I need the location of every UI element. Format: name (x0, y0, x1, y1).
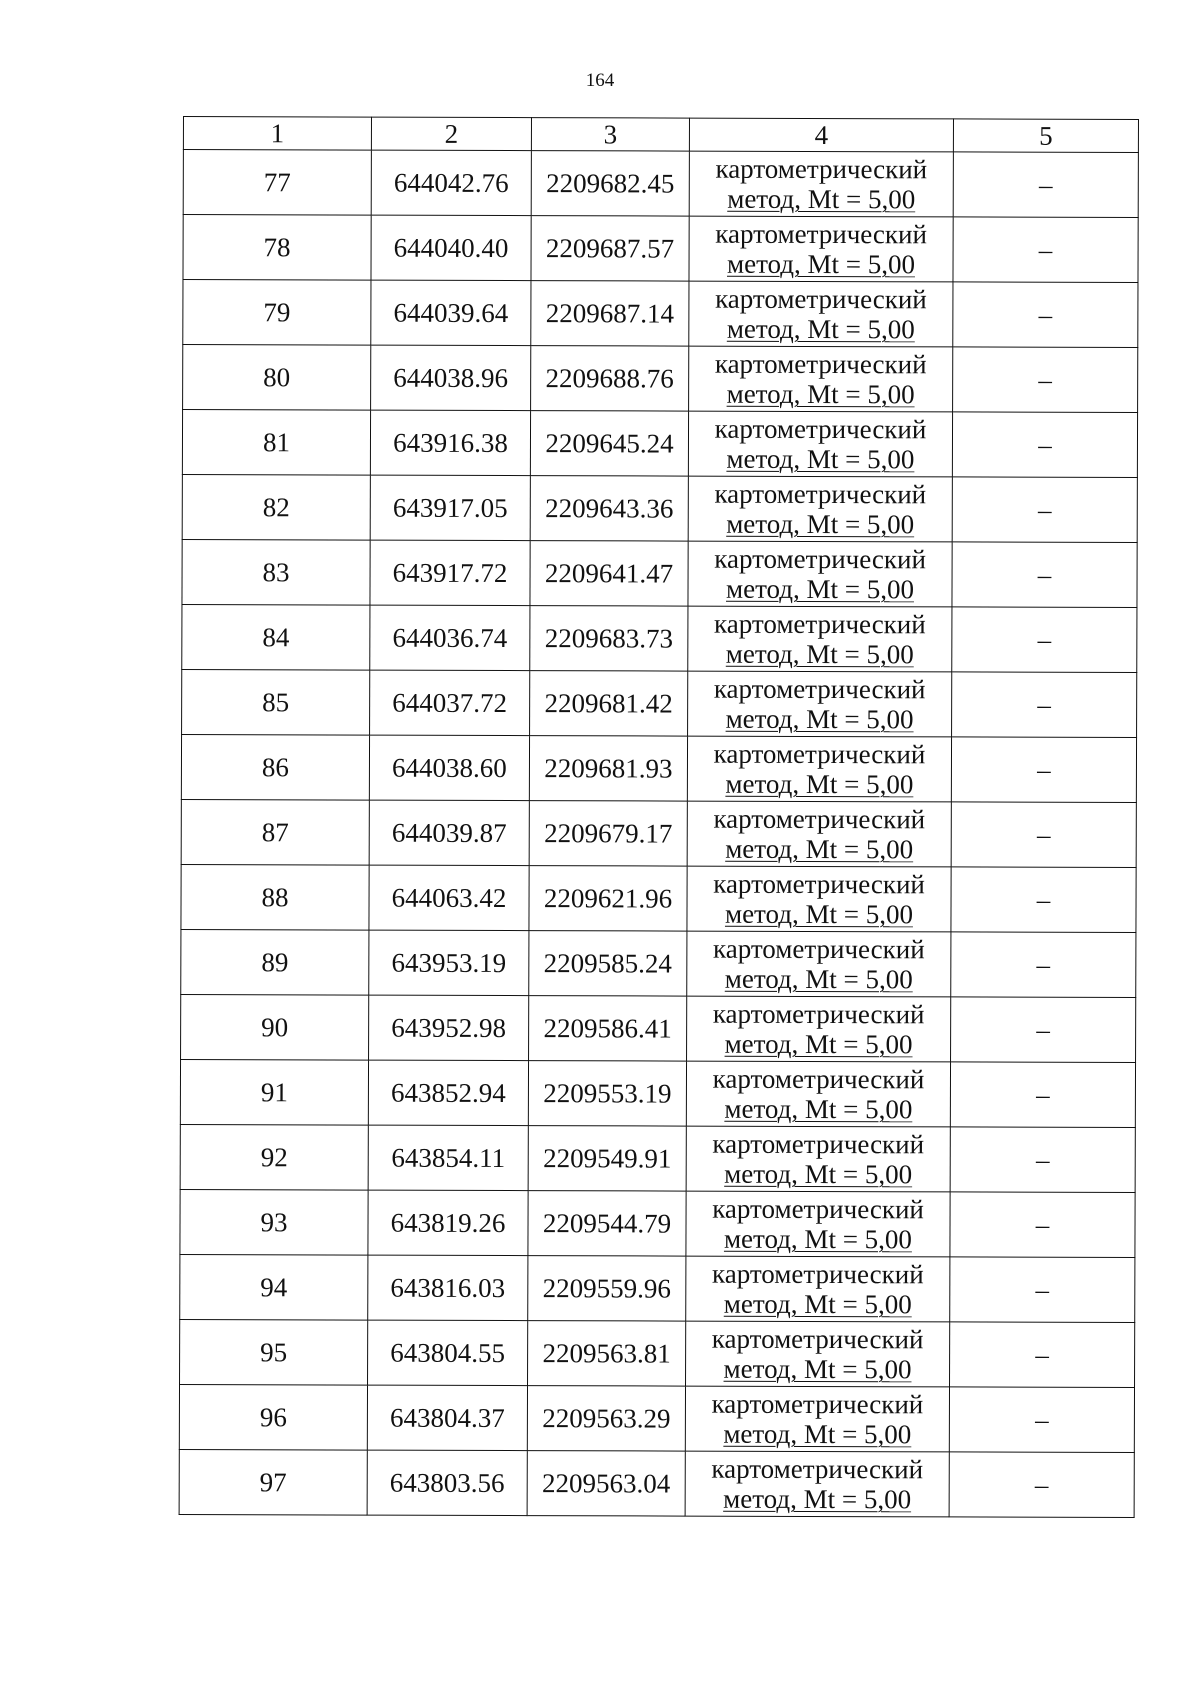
x-coordinate-cell: 644037.72 (370, 670, 530, 736)
method-cell (688, 671, 952, 737)
method-line-1: картометрический (711, 1453, 924, 1485)
method-line-1: картометрический (715, 153, 928, 185)
y-coordinate-cell: 2209559.96 (528, 1256, 686, 1321)
note-cell: – (953, 217, 1138, 283)
table-row (182, 474, 1137, 542)
method-cell (686, 1126, 950, 1192)
table-row (180, 1124, 1135, 1192)
method-cell (687, 801, 951, 867)
y-coordinate-cell: 2209563.29 (527, 1386, 685, 1451)
column-header-2: 2 (371, 117, 531, 151)
table-header (183, 117, 1138, 153)
method-cell (689, 281, 953, 347)
page-number: 164 (585, 70, 615, 91)
method-line-1: картометрический (712, 1193, 924, 1225)
method-line-1: картометрический (714, 543, 926, 575)
method-cell (689, 151, 953, 217)
method-line-1: картометрический (711, 1323, 924, 1355)
table-row (182, 669, 1137, 737)
method-line-2: метод, Mt = 5,00 (723, 1353, 912, 1385)
point-number-cell: 86 (181, 734, 369, 800)
method-line-2: метод, Mt = 5,00 (725, 703, 914, 735)
y-coordinate-cell: 2209687.14 (531, 281, 689, 346)
y-coordinate-cell: 2209683.73 (530, 606, 688, 671)
method-line-2: метод, Mt = 5,00 (725, 833, 914, 865)
method-line-1: картометрический (712, 998, 925, 1030)
method-cell (689, 346, 953, 412)
y-coordinate-cell: 2209682.45 (531, 151, 689, 216)
point-number-cell: 91 (180, 1059, 368, 1125)
method-line-1: картометрический (713, 738, 926, 770)
method-line-2: метод, Mt = 5,00 (727, 248, 916, 280)
y-coordinate-cell: 2209688.76 (531, 346, 689, 411)
method-cell (688, 541, 952, 607)
x-coordinate-cell: 643804.37 (367, 1385, 527, 1451)
note-cell: – (952, 607, 1137, 673)
method-line-2: метод, Mt = 5,00 (726, 508, 915, 540)
method-line-1: картометрический (714, 413, 927, 445)
method-cell (688, 411, 952, 477)
x-coordinate-cell: 643953.19 (369, 930, 529, 996)
method-cell (687, 866, 951, 932)
x-coordinate-cell: 643816.03 (368, 1255, 528, 1321)
note-cell: – (952, 542, 1137, 608)
x-coordinate-cell: 643852.94 (368, 1060, 528, 1126)
table-row (183, 150, 1138, 218)
note-cell: – (949, 1452, 1134, 1518)
x-coordinate-cell: 644038.96 (371, 345, 531, 411)
table-body (179, 150, 1138, 1518)
x-coordinate-cell: 643819.26 (368, 1190, 528, 1256)
table-row (180, 1189, 1135, 1257)
method-line-1: картометрический (714, 608, 926, 640)
table-row (181, 864, 1136, 932)
method-line-1: картометрический (713, 673, 926, 705)
note-cell: – (953, 152, 1138, 218)
note-cell: – (950, 1062, 1135, 1128)
method-cell (688, 606, 952, 672)
method-line-1: картометрический (713, 933, 925, 965)
y-coordinate-cell: 2209586.41 (529, 996, 687, 1061)
point-number-cell: 84 (182, 604, 370, 670)
method-cell (686, 1256, 950, 1322)
table-row (181, 929, 1136, 997)
method-line-1: картометрический (713, 803, 926, 835)
y-coordinate-cell: 2209621.96 (529, 866, 687, 931)
column-header-4: 4 (689, 118, 953, 152)
table-row (180, 1059, 1135, 1127)
method-line-1: картометрический (715, 283, 927, 315)
note-cell: – (950, 1127, 1135, 1193)
header-row (183, 117, 1138, 153)
point-number-cell: 94 (180, 1254, 368, 1320)
point-number-cell: 80 (183, 345, 371, 411)
note-cell: – (951, 997, 1136, 1063)
note-cell: – (953, 347, 1138, 413)
method-line-1: картометрический (715, 218, 928, 250)
y-coordinate-cell: 2209549.91 (528, 1126, 686, 1191)
table-row (182, 410, 1137, 478)
point-number-cell: 93 (180, 1189, 368, 1255)
x-coordinate-cell: 643916.38 (370, 410, 530, 476)
method-line-2: метод, Mt = 5,00 (724, 1158, 913, 1190)
method-line-2: метод, Mt = 5,00 (725, 768, 914, 800)
method-cell (686, 1061, 950, 1127)
table-row (180, 1319, 1135, 1387)
point-number-cell: 92 (180, 1124, 368, 1190)
table-row (180, 1254, 1135, 1322)
method-line-2: метод, Mt = 5,00 (724, 1028, 913, 1060)
x-coordinate-cell: 644040.40 (371, 215, 531, 281)
y-coordinate-cell: 2209687.57 (531, 216, 689, 281)
coordinates-table (179, 116, 1139, 1518)
note-cell: – (951, 932, 1136, 998)
y-coordinate-cell: 2209681.93 (529, 736, 687, 801)
method-line-2: метод, Mt = 5,00 (726, 378, 915, 410)
method-line-2: метод, Mt = 5,00 (723, 1483, 912, 1515)
method-line-2: метод, Mt = 5,00 (726, 443, 915, 475)
table-row (181, 799, 1136, 867)
method-line-1: картометрический (711, 1388, 924, 1420)
x-coordinate-cell: 643804.55 (368, 1320, 528, 1386)
method-cell (687, 736, 951, 802)
point-number-cell: 89 (181, 929, 369, 995)
y-coordinate-cell: 2209681.42 (530, 671, 688, 736)
method-cell (688, 476, 952, 542)
point-number-cell: 96 (179, 1384, 367, 1450)
method-cell (687, 931, 951, 997)
x-coordinate-cell: 644063.42 (369, 865, 529, 931)
point-number-cell: 83 (182, 539, 370, 605)
point-number-cell: 97 (179, 1449, 367, 1515)
y-coordinate-cell: 2209544.79 (528, 1191, 686, 1256)
method-cell (685, 1451, 949, 1517)
note-cell: – (952, 672, 1137, 738)
y-coordinate-cell: 2209645.24 (530, 411, 688, 476)
method-cell (687, 996, 951, 1062)
x-coordinate-cell: 643917.72 (370, 540, 530, 606)
x-coordinate-cell: 644039.87 (369, 800, 529, 866)
method-line-2: метод, Mt = 5,00 (725, 638, 914, 670)
y-coordinate-cell: 2209585.24 (529, 931, 687, 996)
column-header-5: 5 (953, 119, 1138, 153)
table-row (181, 734, 1136, 802)
x-coordinate-cell: 644039.64 (371, 280, 531, 346)
method-line-2: метод, Mt = 5,00 (724, 898, 914, 930)
method-line-1: картометрический (713, 868, 925, 900)
method-line-2: метод, Mt = 5,00 (724, 963, 913, 995)
column-header-3: 3 (531, 118, 689, 151)
method-line-2: метод, Mt = 5,00 (723, 1288, 912, 1320)
note-cell: – (950, 1192, 1135, 1258)
point-number-cell: 78 (183, 215, 371, 281)
note-cell: – (952, 412, 1137, 478)
x-coordinate-cell: 643917.05 (370, 475, 530, 541)
table-row (182, 539, 1137, 607)
method-cell (689, 216, 953, 282)
table-row (179, 1449, 1134, 1517)
note-cell: – (951, 737, 1136, 803)
method-line-2: метод, Mt = 5,00 (727, 183, 916, 215)
y-coordinate-cell: 2209563.04 (527, 1451, 685, 1516)
method-line-2: метод, Mt = 5,00 (725, 573, 915, 605)
note-cell: – (949, 1387, 1134, 1453)
y-coordinate-cell: 2209643.36 (530, 476, 688, 541)
table-row (183, 280, 1138, 348)
method-cell (685, 1386, 949, 1452)
x-coordinate-cell: 644036.74 (370, 605, 530, 671)
table-row (183, 345, 1138, 413)
method-line-1: картометрический (714, 348, 927, 380)
x-coordinate-cell: 643803.56 (367, 1450, 527, 1516)
point-number-cell: 88 (181, 864, 369, 930)
method-line-2: метод, Mt = 5,00 (723, 1418, 912, 1450)
table-row (181, 994, 1136, 1062)
x-coordinate-cell: 644042.76 (371, 150, 531, 216)
method-line-2: метод, Mt = 5,00 (723, 1223, 913, 1255)
x-coordinate-cell: 643854.11 (368, 1125, 528, 1191)
point-number-cell: 87 (181, 799, 369, 865)
method-line-2: метод, Mt = 5,00 (724, 1093, 913, 1125)
note-cell: – (950, 1322, 1135, 1388)
point-number-cell: 77 (183, 150, 371, 216)
point-number-cell: 79 (183, 280, 371, 346)
column-header-1: 1 (183, 117, 371, 151)
method-line-2: метод, Mt = 5,00 (726, 313, 915, 345)
note-cell: – (951, 802, 1136, 868)
y-coordinate-cell: 2209553.19 (528, 1061, 686, 1126)
method-line-1: картометрический (714, 478, 927, 510)
y-coordinate-cell: 2209563.81 (528, 1321, 686, 1386)
point-number-cell: 81 (182, 410, 370, 476)
x-coordinate-cell: 643952.98 (369, 995, 529, 1061)
y-coordinate-cell: 2209641.47 (530, 541, 688, 606)
note-cell: – (951, 867, 1136, 933)
x-coordinate-cell: 644038.60 (369, 735, 529, 801)
method-cell (686, 1191, 950, 1257)
table-row (183, 215, 1138, 283)
table-row (182, 604, 1137, 672)
y-coordinate-cell: 2209679.17 (529, 801, 687, 866)
note-cell: – (952, 477, 1137, 543)
point-number-cell: 90 (181, 994, 369, 1060)
method-line-1: картометрический (712, 1128, 925, 1160)
note-cell: – (950, 1257, 1135, 1323)
point-number-cell: 95 (180, 1319, 368, 1385)
table-row (179, 1384, 1134, 1452)
point-number-cell: 85 (182, 669, 370, 735)
point-number-cell: 82 (182, 474, 370, 540)
method-cell (686, 1321, 950, 1387)
method-line-1: картометрический (711, 1258, 924, 1290)
method-line-1: картометрический (712, 1063, 925, 1095)
note-cell: – (953, 282, 1138, 348)
